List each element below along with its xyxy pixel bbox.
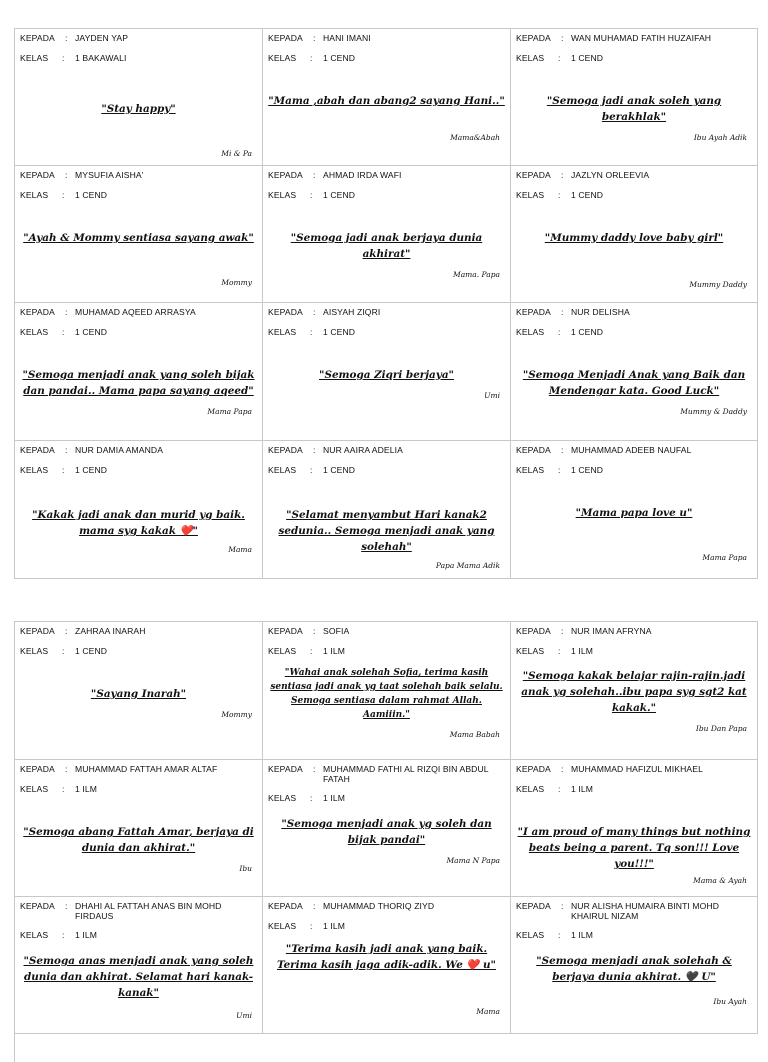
recipient-name: NUR DAMIA AMANDA <box>75 445 164 455</box>
card-header <box>516 170 751 200</box>
class-row <box>268 327 504 337</box>
card-header <box>268 764 504 803</box>
colon: : <box>561 33 564 43</box>
recipient-name: MUHAMMAD THORIQ ZIYD <box>323 901 435 911</box>
recipient-name: MYSUFIA AISHA' <box>75 170 144 180</box>
recipient-name: MUHAMMAD ADEEB NAUFAL <box>571 445 692 455</box>
recipient-name: HANI IMANI <box>323 33 371 43</box>
class-row <box>20 465 256 475</box>
colon: : <box>62 646 65 656</box>
recipient-name: JAZLYN ORLEEVIA <box>571 170 650 180</box>
card-message: "Semoga jadi anak berjaya dunia akhirat" <box>290 232 483 260</box>
class-label: KELAS <box>268 646 297 656</box>
colon: : <box>310 327 313 337</box>
card-message: "Semoga kakak belajar rajin-rajin.jadi anak yg solehah..ibu papa syg sgt2 kat kakak." <box>521 670 747 714</box>
card-signature: Mi & Pa <box>221 149 252 158</box>
card-header <box>516 307 751 337</box>
class-row <box>268 465 504 475</box>
card-signature: Mummy Daddy <box>689 280 747 289</box>
card-signature: Mommy <box>221 278 252 287</box>
recipient-label: KEPADA <box>268 764 303 774</box>
card-message: "Semoga Menjadi Anak yang Baik dan Mendengar kata. Good Luck" <box>522 369 746 397</box>
card-header <box>516 901 751 940</box>
card-signature: Mommy <box>221 710 252 719</box>
class-name: 1 CEND <box>571 53 604 63</box>
card-message: "Wahai anak solehah Sofia, terima kasih sentiasa jadi anak yg taat solehah baik selalu. Semoga sentiasa dalam rahmat Allah. Aamiiin." <box>270 668 503 720</box>
class-label: KELAS <box>516 646 545 656</box>
recipient-name: NUR DELISHA <box>571 307 630 317</box>
card-signature: Umi <box>236 1011 252 1020</box>
recipient-row <box>516 33 751 43</box>
card-signature: Ibu Ayah Adik <box>693 133 747 142</box>
colon: : <box>558 646 561 656</box>
card-header <box>20 626 256 656</box>
message-card <box>511 897 758 1034</box>
class-label: KELAS <box>20 190 49 200</box>
message-card <box>15 622 263 760</box>
recipient-row <box>516 901 751 921</box>
recipient-name: MUHAMMAD FATTAH AMAR ALTAF <box>75 764 218 774</box>
recipient-label: KEPADA <box>516 901 551 911</box>
message-card <box>263 622 511 760</box>
colon: : <box>62 465 65 475</box>
recipient-row <box>20 764 256 774</box>
message-card <box>263 760 511 897</box>
recipient-label: KEPADA <box>516 33 551 43</box>
colon: : <box>558 465 561 475</box>
card-message: "Terima kasih jadi anak yang baik. Terima kasih jaga adik-adik. We ❤️ u" <box>277 943 496 971</box>
class-label: KELAS <box>516 327 545 337</box>
class-name: 1 CEND <box>323 53 356 63</box>
card-signature: Mama & Ayah <box>693 876 747 885</box>
card-message: "I am proud of many things but nothing beats being a parent. Tq son!!! Love you!!!" <box>517 826 751 870</box>
colon: : <box>561 307 564 317</box>
class-row <box>268 793 504 803</box>
recipient-label: KEPADA <box>268 626 303 636</box>
recipient-row <box>20 33 256 43</box>
class-name: 1 CEND <box>323 327 356 337</box>
card-signature: Mama Babah <box>449 730 500 739</box>
class-name: 1 ILM <box>323 921 345 931</box>
card-header <box>268 307 504 337</box>
class-row <box>268 921 504 931</box>
colon: : <box>62 327 65 337</box>
class-label: KELAS <box>268 190 297 200</box>
colon: : <box>65 764 68 774</box>
colon: : <box>561 626 564 636</box>
message-card <box>15 303 263 441</box>
recipient-name: WAN MUHAMAD FATIH HUZAIFAH <box>571 33 712 43</box>
colon: : <box>561 445 564 455</box>
recipient-label: KEPADA <box>516 764 551 774</box>
card-message: "Mama ,abah dan abang2 sayang Hani.." <box>268 95 505 107</box>
class-name: 1 CEND <box>75 465 108 475</box>
card-signature: Ibu Dan Papa <box>695 724 747 733</box>
recipient-row <box>268 626 504 636</box>
colon: : <box>313 307 316 317</box>
colon: : <box>561 170 564 180</box>
class-label: KELAS <box>268 921 297 931</box>
recipient-row <box>268 764 504 784</box>
recipient-name: JAYDEN YAP <box>75 33 129 43</box>
class-label: KELAS <box>20 930 49 940</box>
message-card <box>511 303 758 441</box>
card-header <box>20 445 256 475</box>
card-message: "Semoga menjadi anak solehah & berjaya dunia akhirat. 🖤 U" <box>536 955 732 983</box>
class-row <box>516 646 751 656</box>
class-label: KELAS <box>516 53 545 63</box>
recipient-row <box>516 170 751 180</box>
card-header <box>268 626 504 656</box>
class-name: 1 CEND <box>75 327 108 337</box>
card-message: "Sayang Inarah" <box>90 688 187 700</box>
class-row <box>516 784 751 794</box>
colon: : <box>65 901 68 911</box>
class-row <box>20 53 256 63</box>
recipient-row <box>268 445 504 455</box>
recipient-row <box>268 901 504 911</box>
card-message: "Semoga anas menjadi anak yang soleh dunia dan akhirat. Selamat hari kanak-kanak" <box>23 955 254 999</box>
card-signature: Ibu Ayah <box>713 997 747 1006</box>
card-header <box>268 170 504 200</box>
class-row <box>268 190 504 200</box>
class-name: 1 ILM <box>323 793 345 803</box>
colon: : <box>65 170 68 180</box>
colon: : <box>62 930 65 940</box>
colon: : <box>313 170 316 180</box>
card-signature: Umi <box>484 391 500 400</box>
card-message: "Mama papa love u" <box>575 507 693 519</box>
card-header <box>268 901 504 931</box>
card-message: "Semoga menjadi anak yang soleh bijak dan pandai.. Mama papa sayang aqeed" <box>22 369 255 397</box>
card-message: "Selamat menyambut Hari kanak2 sedunia.. Semoga menjadi anak yang solehah" <box>278 509 495 553</box>
class-name: 1 CEND <box>571 190 604 200</box>
message-card <box>263 897 511 1034</box>
colon: : <box>561 764 564 774</box>
message-card <box>263 166 511 303</box>
recipient-label: KEPADA <box>268 445 303 455</box>
class-label: KELAS <box>516 465 545 475</box>
colon: : <box>313 33 316 43</box>
card-signature: Mama. Papa <box>453 270 500 279</box>
class-name: 1 CEND <box>323 190 356 200</box>
class-name: 1 ILM <box>323 646 345 656</box>
recipient-row <box>516 764 751 774</box>
recipient-label: KEPADA <box>268 33 303 43</box>
class-label: KELAS <box>268 53 297 63</box>
colon: : <box>313 626 316 636</box>
message-card <box>511 166 758 303</box>
card-message: "Semoga abang Fattah Amar, berjaya di dunia dan akhirat." <box>23 826 254 854</box>
message-card <box>511 441 758 579</box>
class-name: 1 CEND <box>571 327 604 337</box>
message-card <box>15 441 263 579</box>
recipient-name: MUHAMAD AQEED ARRASYA <box>75 307 196 317</box>
class-name: 1 ILM <box>75 930 97 940</box>
recipient-row <box>268 307 504 317</box>
class-name: 1 BAKAWALI <box>75 53 127 63</box>
class-row <box>20 327 256 337</box>
card-signature: Mama&Abah <box>450 133 500 142</box>
card-message: "Semoga jadi anak soleh yang berakhlak" <box>546 95 722 123</box>
colon: : <box>313 764 316 774</box>
colon: : <box>558 784 561 794</box>
recipient-row <box>20 626 256 636</box>
class-name: 1 CEND <box>323 465 356 475</box>
colon: : <box>310 465 313 475</box>
card-signature: Mama N Papa <box>446 856 500 865</box>
card-message: "Ayah & Mommy sentiasa sayang awak" <box>23 232 254 244</box>
colon: : <box>558 327 561 337</box>
colon: : <box>310 646 313 656</box>
recipient-label: KEPADA <box>20 626 55 636</box>
card-header <box>516 764 751 794</box>
recipient-name: MUHAMMAD FATHI AL RIZQI BIN ABDUL FATAH <box>323 764 489 784</box>
recipient-row <box>516 307 751 317</box>
colon: : <box>65 626 68 636</box>
card-signature: Mama Papa <box>702 553 747 562</box>
recipient-name: SOFIA <box>323 626 350 636</box>
class-name: 1 ILM <box>571 784 593 794</box>
recipient-label: KEPADA <box>516 445 551 455</box>
recipient-row <box>516 626 751 636</box>
message-card <box>511 29 758 166</box>
colon: : <box>62 53 65 63</box>
card-header <box>20 764 256 794</box>
message-card <box>511 760 758 897</box>
card-header <box>268 33 504 63</box>
recipient-label: KEPADA <box>268 307 303 317</box>
colon: : <box>65 33 68 43</box>
recipient-label: KEPADA <box>20 901 55 911</box>
recipient-name: ZAHRAA INARAH <box>75 626 146 636</box>
class-row <box>20 784 256 794</box>
message-card <box>263 303 511 441</box>
recipient-label: KEPADA <box>20 33 55 43</box>
message-card <box>15 29 263 166</box>
card-grid-top <box>14 28 758 579</box>
card-message: "Stay happy" <box>101 103 176 115</box>
class-row <box>20 930 256 940</box>
card-signature: Mummy & Daddy <box>680 407 747 416</box>
class-label: KELAS <box>268 465 297 475</box>
recipient-label: KEPADA <box>268 170 303 180</box>
recipient-row <box>20 901 256 921</box>
class-row <box>516 930 751 940</box>
recipient-row <box>268 170 504 180</box>
class-row <box>20 190 256 200</box>
class-row <box>20 646 256 656</box>
class-row <box>516 465 751 475</box>
card-message: "Mummy daddy love baby girl" <box>544 232 724 244</box>
class-label: KELAS <box>516 190 545 200</box>
recipient-name: NUR IMAN AFRYNA <box>571 626 652 636</box>
colon: : <box>313 901 316 911</box>
class-row <box>516 190 751 200</box>
class-row <box>516 53 751 63</box>
recipient-name: NUR AAIRA ADELIA <box>323 445 403 455</box>
class-row <box>268 646 504 656</box>
card-header <box>516 33 751 63</box>
class-label: KELAS <box>20 465 49 475</box>
recipient-row <box>516 445 751 455</box>
class-row <box>268 53 504 63</box>
recipient-row <box>20 445 256 455</box>
card-header <box>20 33 256 63</box>
recipient-row <box>20 307 256 317</box>
message-card <box>15 897 263 1034</box>
recipient-label: KEPADA <box>20 170 55 180</box>
recipient-row <box>268 33 504 43</box>
card-signature: Mama <box>476 1007 500 1016</box>
class-name: 1 CEND <box>571 465 604 475</box>
recipient-label: KEPADA <box>516 307 551 317</box>
card-message: "Kakak jadi anak dan murid yg baik. mama syg kakak ❤️" <box>32 509 245 537</box>
colon: : <box>310 921 313 931</box>
message-card <box>511 622 758 760</box>
card-signature: Papa Mama Adik <box>435 561 500 570</box>
recipient-row <box>20 170 256 180</box>
colon: : <box>558 53 561 63</box>
recipient-name: NUR ALISHA HUMAIRA BINTI MOHD KHAIRUL NIZAM <box>571 901 720 921</box>
card-header <box>20 307 256 337</box>
class-name: 1 ILM <box>571 646 593 656</box>
recipient-label: KEPADA <box>516 626 551 636</box>
card-header <box>20 901 256 940</box>
class-name: 1 CEND <box>75 190 108 200</box>
colon: : <box>558 930 561 940</box>
recipient-label: KEPADA <box>516 170 551 180</box>
card-header <box>516 445 751 475</box>
card-grid-bottom <box>14 621 758 1062</box>
message-card <box>263 441 511 579</box>
recipient-name: DHAHI AL FATTAH ANAS BIN MOHD FIRDAUS <box>75 901 222 921</box>
card-signature: Mama <box>228 545 252 554</box>
class-row <box>516 327 751 337</box>
recipient-label: KEPADA <box>20 307 55 317</box>
recipient-label: KEPADA <box>268 901 303 911</box>
recipient-name: AISYAH ZIQRI <box>323 307 381 317</box>
card-signature: Mama Papa <box>207 407 252 416</box>
card-message: "Semoga menjadi anak yg soleh dan bijak pandai" <box>281 818 492 846</box>
class-label: KELAS <box>20 784 49 794</box>
recipient-name: AHMAD IRDA WAFI <box>323 170 402 180</box>
colon: : <box>558 190 561 200</box>
recipient-label: KEPADA <box>20 764 55 774</box>
class-name: 1 CEND <box>75 646 108 656</box>
message-card <box>15 166 263 303</box>
colon: : <box>62 784 65 794</box>
class-label: KELAS <box>20 327 49 337</box>
class-label: KELAS <box>516 930 545 940</box>
class-name: 1 ILM <box>75 784 97 794</box>
class-label: KELAS <box>268 327 297 337</box>
message-card <box>263 29 511 166</box>
colon: : <box>62 190 65 200</box>
recipient-name: MUHAMMAD HAFIZUL MIKHAEL <box>571 764 703 774</box>
class-label: KELAS <box>20 53 49 63</box>
card-header <box>516 626 751 656</box>
class-label: KELAS <box>268 793 297 803</box>
colon: : <box>65 445 68 455</box>
colon: : <box>65 307 68 317</box>
colon: : <box>310 190 313 200</box>
card-message: "Semoga Ziqri berjaya" <box>319 369 454 381</box>
card-header <box>20 170 256 200</box>
colon: : <box>310 53 313 63</box>
card-signature: Ibu <box>239 864 252 873</box>
class-name: 1 ILM <box>571 930 593 940</box>
recipient-label: KEPADA <box>20 445 55 455</box>
colon: : <box>561 901 564 911</box>
message-card <box>15 760 263 897</box>
colon: : <box>313 445 316 455</box>
colon: : <box>310 793 313 803</box>
card-header <box>268 445 504 475</box>
class-label: KELAS <box>516 784 545 794</box>
class-label: KELAS <box>20 646 49 656</box>
